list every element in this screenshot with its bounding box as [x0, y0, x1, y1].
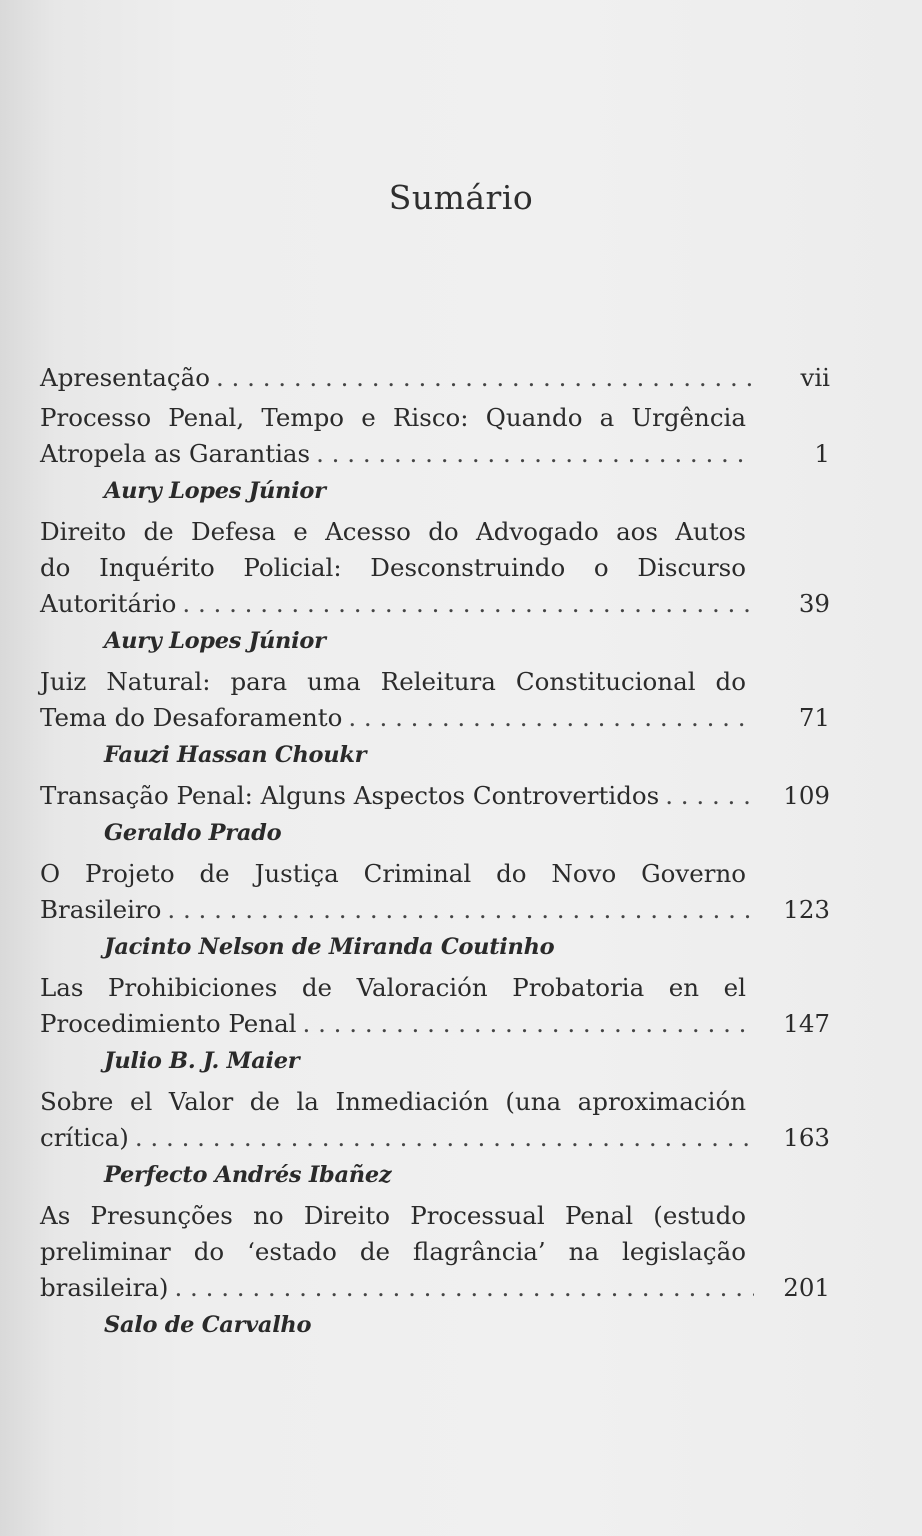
toc-entry-title-line: O Projeto de Justiça Criminal do Novo Governo [40, 859, 746, 888]
table-of-contents [40, 360, 830, 1348]
toc-entry-title-line: Processo Penal, Tempo e Risco: Quando a Urgência [40, 403, 746, 432]
toc-entry-title-text: Tema do Desaforamento [40, 703, 343, 732]
toc-entry-title-text: Transação Penal: Alguns Aspectos Controvertidos [40, 781, 660, 810]
toc-entry-author: Salo de Carvalho [104, 1312, 312, 1338]
toc-entry-title-last-line [40, 892, 830, 928]
dot-leader [174, 1270, 754, 1306]
dot-leader [348, 700, 754, 736]
toc-entry-author: Geraldo Prado [104, 820, 282, 846]
toc-entry-title-line: As Presunções no Direito Processual Penal (estudo [40, 1201, 746, 1230]
page-number: 1 [814, 439, 830, 468]
toc-entry-title-text: Apresentação [40, 363, 210, 392]
dot-leader [182, 586, 754, 622]
page-number: 201 [783, 1273, 830, 1302]
toc-entry-title-line: Las Prohibiciones de Valoración Probatoria en el [40, 973, 746, 1002]
page-number: 109 [783, 781, 830, 810]
toc-entry-title-last-line [40, 1270, 830, 1306]
page-number: 39 [798, 589, 830, 618]
toc-entry-title-last-line [40, 360, 830, 396]
toc-entry [40, 400, 830, 510]
toc-entry [40, 1198, 830, 1344]
toc-entry-title-last-line [40, 1120, 830, 1156]
toc-entry-author: Jacinto Nelson de Miranda Coutinho [104, 934, 555, 960]
toc-entry-title-text: brasileira) [40, 1273, 169, 1302]
toc-entry-author: Perfecto Andrés Ibañez [104, 1162, 392, 1188]
toc-entry-title-last-line [40, 436, 830, 472]
toc-entry [40, 778, 830, 852]
page-number: vii [800, 363, 830, 392]
toc-entry-author: Aury Lopes Júnior [104, 628, 326, 654]
toc-entry-title-text: crítica) [40, 1123, 129, 1152]
dot-leader [167, 892, 754, 928]
page-number: 163 [783, 1123, 830, 1152]
toc-entry-title-line: Direito de Defesa e Acesso do Advogado aos Autos [40, 517, 746, 546]
toc-entry-title-last-line [40, 586, 830, 622]
dot-leader [303, 1006, 754, 1042]
toc-entry-title-last-line [40, 1006, 830, 1042]
toc-entry-title-last-line [40, 778, 830, 814]
toc-entry-title-line: preliminar do ‘estado de flagrância’ na legislação [40, 1237, 746, 1266]
toc-entry [40, 360, 830, 396]
toc-entry-title-text: Procedimiento Penal [40, 1009, 297, 1038]
page-number: 147 [783, 1009, 830, 1038]
dot-leader [316, 436, 754, 472]
toc-entry [40, 514, 830, 660]
toc-entry-title-text: Atropela as Garantias [40, 439, 311, 468]
toc-entry-title-last-line [40, 700, 830, 736]
toc-entry [40, 856, 830, 966]
toc-entry-author: Aury Lopes Júnior [104, 478, 326, 504]
page-title: Sumário [388, 178, 534, 217]
toc-entry [40, 1084, 830, 1194]
toc-entry-title-text: Autoritário [40, 589, 177, 618]
dot-leader [665, 778, 754, 814]
toc-entry-title-line: Sobre el Valor de la Inmediación (una aproximación [40, 1087, 746, 1116]
page-number: 71 [798, 703, 830, 732]
dot-leader [216, 360, 754, 396]
page-number: 123 [783, 895, 830, 924]
toc-entry-author: Julio B. J. Maier [104, 1048, 300, 1074]
toc-entry-title-text: Brasileiro [40, 895, 162, 924]
toc-entry [40, 664, 830, 774]
toc-entry-title-line: do Inquérito Policial: Desconstruindo o Discurso [40, 553, 746, 582]
toc-entry-title-line: Juiz Natural: para uma Releitura Constitucional do [40, 667, 746, 696]
dot-leader [135, 1120, 754, 1156]
toc-entry-author: Fauzi Hassan Choukr [104, 742, 367, 768]
toc-entry [40, 970, 830, 1080]
